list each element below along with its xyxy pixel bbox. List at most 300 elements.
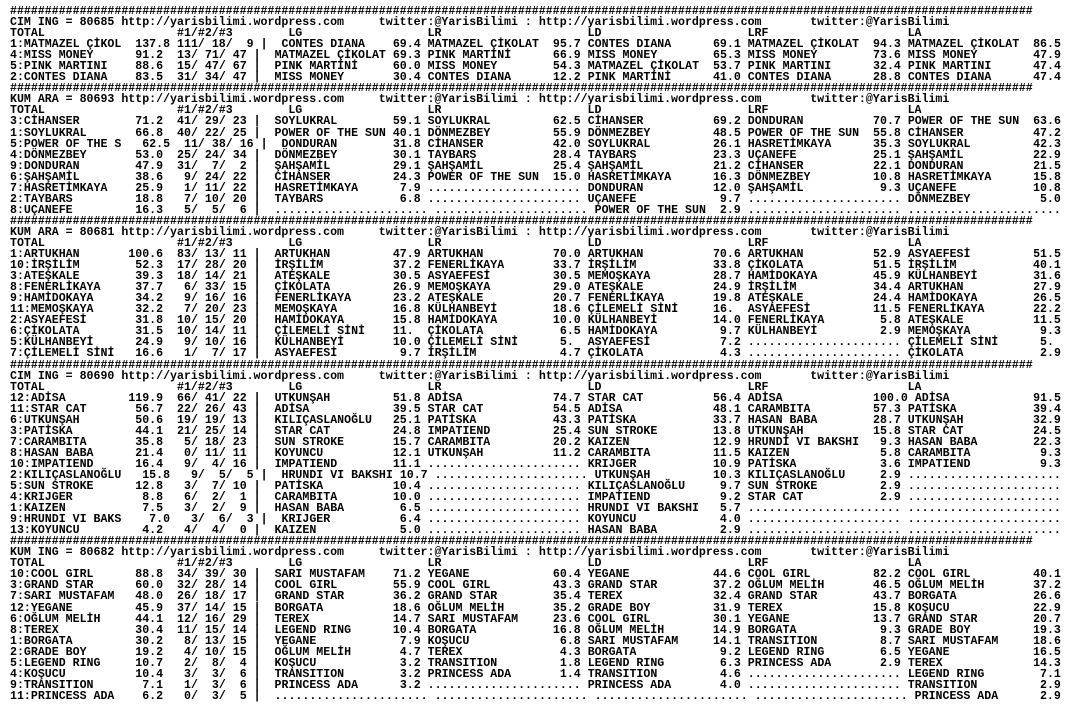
column-label-total: TOTAL	[10, 27, 45, 41]
total-score: 19.2	[135, 645, 164, 659]
horse-name: 7:HASRETİMKAYA	[10, 181, 108, 195]
split-lr-value: 43.3	[552, 579, 581, 593]
column-label-ld: LD	[587, 236, 602, 250]
split-lg-name: COOL GIRL	[274, 579, 338, 593]
split-la-value: 2.9	[1040, 347, 1061, 361]
column-label-lg: LG	[288, 104, 303, 118]
split-lr-value: 35.2	[552, 601, 581, 615]
total-score: 52.3	[135, 259, 164, 273]
column-label-lr: LR	[427, 380, 442, 394]
place-count: 47	[232, 71, 247, 85]
split-la-name: ARTUKHAN	[907, 281, 964, 295]
place-count: 40	[177, 126, 191, 140]
split-lrf-name: ADİSA	[747, 391, 783, 405]
split-lg-name: STAR CAT	[274, 424, 331, 438]
total-score: 56.7	[135, 402, 164, 416]
split-lrf-empty: ......................	[747, 336, 901, 350]
place-count: 11	[184, 137, 198, 151]
split-lg-name: KOŞUCU	[274, 656, 317, 670]
split-lg-name: TEREX	[274, 612, 310, 626]
table-row: 2:KILIÇASLANOĞLU 15.8 9/ 5/ 5 | HRUNDI VI BAKSHI 10.7 ...................... UTKUNŞAH 10.3 KILIÇASLANOĞLU 2.9 ......................	[10, 468, 1061, 482]
split-lg-name: MISS MONEY	[274, 71, 345, 85]
horse-name: 8:TEREX	[10, 623, 59, 637]
split-lr-name: ÇİKOLATA	[427, 325, 484, 339]
split-la-name: ADİSA	[914, 391, 950, 405]
column-divider: |	[253, 148, 261, 162]
twitter-handle: twitter:@YarisBilimi	[378, 93, 518, 107]
table-row: 2:CONTES DIANA 83.5 31/ 34/ 47 | MISS MONEY 30.4 CONTES DIANA 12.2 PINK MARTİNİ 41.0 CONTES DIANA 28.8 CONTES DIANA 47.4	[10, 71, 1061, 85]
horse-name: 4:KOŞUCU	[10, 667, 66, 681]
split-lrf-empty: ......................	[747, 524, 901, 538]
column-divider: |	[253, 601, 261, 615]
split-la-name: ATEŞKALE	[907, 314, 964, 328]
place-count: 5	[246, 468, 254, 482]
split-lr-name: ÇİLEMELİ SİNİ	[427, 336, 519, 350]
split-lg-value: 39.5	[392, 402, 421, 416]
table-row: 6:OĞLUM MELİH 44.1 12/ 16/ 29 | TEREX 14.7 SARI MUSTAFAM 23.6 COOL GIRL 30.1 YEGANE 13.7 GRAND STAR 20.7	[10, 612, 1061, 626]
split-lg-name: KRIJGER	[281, 513, 331, 527]
split-lr-value: 1.8	[559, 656, 581, 670]
place-count: 19	[204, 413, 219, 427]
split-lg-value: 69.3	[392, 49, 421, 63]
split-ld-value: 16.	[712, 303, 734, 317]
split-la-name: IMPATIEND	[907, 457, 971, 471]
split-la-name: HAMİDOKAYA	[907, 292, 978, 306]
split-ld-value: 28.7	[712, 270, 741, 284]
split-lg-value: 7.9	[399, 634, 421, 648]
split-lrf-value: 73.6	[873, 49, 901, 63]
total-score: 62.5	[142, 137, 171, 151]
column-label-lr: LR	[427, 236, 442, 250]
place-count: 20	[232, 314, 247, 328]
split-lg-name: ATEŞKALE	[274, 270, 331, 284]
total-score: 44.1	[135, 424, 164, 438]
split-lrf-name: CONTES DIANA	[747, 71, 832, 85]
race-title: KUM ARA = 80693	[10, 93, 115, 107]
split-la-name: COOL GIRL	[907, 568, 971, 582]
split-la-name: ŞAHŞAMİL	[907, 148, 964, 162]
split-lg-name: KAIZEN	[274, 524, 317, 538]
split-la-value: 20.7	[1033, 612, 1061, 626]
separator-colon: :	[524, 369, 532, 383]
split-lr-value: 35.4	[552, 590, 581, 604]
split-la-value: 26.6	[1033, 590, 1061, 604]
split-la-name: MISS MONEY	[907, 49, 978, 63]
split-la-name: FENERLİKAYA	[907, 303, 985, 317]
split-lrf-name: MISS MONEY	[747, 49, 818, 63]
split-la-value: 19.3	[1033, 623, 1061, 637]
separator: ###################################################################################################################################################	[10, 5, 1033, 18]
split-lg-name: ADİSA	[274, 402, 310, 416]
column-label-la: LA	[907, 380, 922, 394]
column-divider: |	[253, 568, 261, 582]
table-row: 3:CİHANSER 71.2 41/ 29/ 23 | SOYLUKRAL 59.1 SOYLUKRAL 62.5 CİHANSER 69.2 DONDURAN 70.7 POWER OF THE SUN 63.6	[10, 115, 1061, 129]
column-label-places: #1/#2/#3	[177, 104, 233, 118]
split-ld-name: TAYBARS	[587, 148, 637, 162]
twitter-handle: twitter:@YarisBilimi	[810, 93, 950, 107]
split-la-name: CONTES DIANA	[907, 71, 992, 85]
split-lg-value: 12.1	[392, 446, 421, 460]
split-lrf-value: 10.8	[873, 170, 901, 184]
split-ld-name: IMPATIEND	[587, 491, 651, 505]
split-lrf-name: ÇİKOLATA	[747, 259, 804, 273]
split-la-name: SARI MUSTAFAM	[907, 634, 999, 648]
split-ld-name: DÖNMEZBEY	[587, 126, 651, 140]
split-lrf-name: COOL GIRL	[747, 568, 811, 582]
split-la-value: 18.6	[1033, 634, 1061, 648]
place-count: 5	[239, 689, 247, 703]
split-lr-empty: ......................	[427, 678, 581, 692]
split-lrf-value: 9.3	[879, 435, 901, 449]
split-lg-value: 10.0	[392, 491, 421, 505]
split-lrf-value: 70.7	[873, 115, 901, 129]
table-row: 11:STAR CAT 56.7 22/ 26/ 43 | ADİSA 39.5 STAR CAT 54.5 ADİSA 48.1 CARAMBITA 57.3 PATİSKA 39.4	[10, 402, 1061, 416]
split-lr-empty: ......................	[427, 502, 581, 516]
place-count: 6	[218, 513, 226, 527]
split-la-name: GRAND STAR	[907, 612, 978, 626]
split-lg-value: 69.4	[392, 38, 421, 52]
place-count: 1	[239, 491, 247, 505]
split-la-value: 31.6	[1033, 270, 1061, 284]
split-lg-name: FENERLİKAYA	[274, 292, 352, 306]
split-lg-name: POWER OF THE SUN	[274, 126, 386, 140]
split-lg-value: 5.0	[399, 524, 421, 538]
site-url: http://yarisbilimi.wordpress.com	[121, 93, 344, 107]
split-lrf-name: FENERLİKAYA	[747, 314, 825, 328]
place-count: 3	[184, 480, 191, 494]
split-ld-value: 5.7	[719, 502, 741, 516]
split-lrf-empty: ......................	[754, 689, 908, 703]
total-score: 50.6	[135, 413, 164, 427]
total-score: 4.2	[142, 524, 164, 538]
split-lg-name: ÇİKOLATA	[274, 281, 331, 295]
table-row: 4:KRIJGER 8.8 6/ 2/ 1 | CARAMBITA 10.0 ...................... IMPATIEND 9.2 STAR CAT 2.9 ......................	[10, 491, 1061, 505]
table-row: 2:TAYBARS 18.8 7/ 10/ 20 | TAYBARS 6.8 ...................... UÇANEFE 9.7 ...................... DÖNMEZBEY 5.0	[10, 192, 1061, 206]
split-lr-name: FENERLİKAYA	[427, 259, 505, 273]
table-row: 8:FENERLİKAYA 37.7 6/ 33/ 15 | ÇİKOLATA 26.9 MEMOŞKAYA 29.0 ATEŞKALE 24.9 İRŞİLİM 34.4 ARTUKHAN 27.9	[10, 281, 1061, 295]
horse-name: 9:HRUNDI VI BAKS	[10, 513, 122, 527]
split-lrf-name: CARAMBITA	[747, 402, 811, 416]
place-count: 11	[204, 181, 219, 195]
split-lr-value: 20.7	[552, 292, 581, 306]
split-lrf-name: UTKUNŞAH	[747, 424, 804, 438]
place-count: 9	[190, 468, 198, 482]
horse-name: 11:MEMOŞKAYA	[10, 303, 94, 317]
split-lrf-name: HAMİDOKAYA	[747, 270, 818, 284]
horse-name: 13:KOYUNCU	[10, 524, 80, 538]
split-lg-name: HRUNDI VI BAKSHI	[281, 468, 393, 482]
place-count: 22	[232, 391, 247, 405]
split-lg-name: YEGANE	[274, 634, 317, 648]
split-la-value: 16.5	[1033, 645, 1061, 659]
split-lr-name: ŞAHŞAMİL	[427, 159, 484, 173]
split-lrf-value: 24.4	[873, 292, 901, 306]
split-la-value: 5.0	[1039, 192, 1061, 206]
split-la-name: ÇİKOLATA	[907, 347, 964, 361]
split-ld-name: KAIZEN	[587, 435, 630, 449]
split-lr-value: 60.4	[552, 568, 581, 582]
place-count: 24	[204, 170, 219, 184]
split-lr-name: POWER OF THE SUN	[427, 170, 539, 184]
horse-name: 10:IMPATIEND	[10, 457, 94, 471]
table-row: 10:COOL GIRL 88.8 34/ 39/ 30 | SARI MUSTAFAM 71.2 YEGANE 60.4 YEGANE 44.6 COOL GIRL 82.2 COOL GIRL 40.1	[10, 568, 1061, 582]
place-count: 10	[177, 325, 191, 339]
twitter-handle: twitter:@YarisBilimi	[810, 16, 950, 30]
place-count: 41	[177, 115, 191, 129]
horse-name: 1:ARTUKHAN	[10, 248, 80, 262]
total-score: 7.1	[142, 678, 164, 692]
column-divider: |	[253, 656, 261, 670]
place-count: 10	[177, 314, 191, 328]
place-count: 29	[204, 115, 219, 129]
table-row: 4:KOŞUCU 10.4 3/ 3/ 6 | TRANSITION 3.2 PRINCESS ADA 1.4 TRANSITION 4.6 ...................... LEGEND RING 7.1	[10, 667, 1061, 681]
column-divider: |	[253, 303, 261, 317]
split-lg-name: OĞLUM MELİH	[274, 645, 352, 659]
column-divider: |	[253, 457, 261, 471]
split-la-name: UÇANEFE	[907, 181, 957, 195]
split-ld-name: ÇİLEMELİ SİNİ	[587, 303, 679, 317]
place-count: 2	[211, 502, 219, 516]
place-count: 4	[183, 524, 191, 538]
column-divider: |	[253, 71, 261, 85]
table-row: 12:YEGANE 45.9 37/ 14/ 15 | BORGATA 18.6 OĞLUM MELİH 35.2 GRADE BOY 31.9 TEREX 15.8 KOŞUCU 22.9	[10, 601, 1061, 615]
total-score: 8.8	[142, 491, 164, 505]
split-lr-empty: ......................	[427, 181, 581, 195]
table-row: 5:POWER OF THE S 62.5 11/ 38/ 16 | DONDURAN 31.8 CİHANSER 42.0 SOYLUKRAL 26.1 HASRETİMKAYA 35.3 SOYLUKRAL 42.3	[10, 137, 1061, 151]
place-count: 33	[204, 281, 219, 295]
split-la-name: UTKUNŞAH	[907, 413, 964, 427]
place-count: 21	[177, 424, 191, 438]
split-lrf-value: 52.9	[873, 248, 901, 262]
split-ld-value: 69.2	[712, 115, 741, 129]
split-la-empty: ......................	[907, 513, 1061, 527]
place-count: 18	[177, 270, 191, 284]
place-count: 0	[183, 689, 191, 703]
place-count: 7	[211, 480, 219, 494]
split-lrf-value: 13.7	[873, 612, 901, 626]
split-ld-value: 9.7	[719, 325, 741, 339]
split-lg-value: 59.1	[392, 115, 421, 129]
split-lr-name: SARI MUSTAFAM	[427, 612, 519, 626]
split-lr-name: BORGATA	[427, 623, 477, 637]
split-lrf-name: STAR CAT	[747, 491, 804, 505]
split-lr-name: KÜLHANBEYİ	[427, 303, 498, 317]
split-la-value: 2.9	[1039, 689, 1061, 703]
place-count: 28	[204, 579, 219, 593]
table-row: 6:UTKUNŞAH 50.6 19/ 19/ 13 | KILIÇASLANOĞLU 25.1 PATİSKA 43.3 PATİSKA 33.7 HASAN BABA 28.7 UTKUNŞAH 32.9	[10, 413, 1061, 427]
split-la-name: DONDURAN	[907, 159, 964, 173]
split-la-name: DÖNMEZBEY	[907, 192, 971, 206]
table-row: 13:KOYUNCU 4.2 4/ 4/ 0 | KAIZEN 5.0 ...................... HASAN BABA 2.9 ...................... ......................	[10, 524, 1061, 538]
separator-colon: :	[524, 225, 532, 239]
split-lg-name: CONTES DIANA	[281, 38, 365, 52]
split-lg-value: 4.7	[399, 645, 421, 659]
split-lg-name: UTKUNŞAH	[274, 391, 331, 405]
split-lrf-name: BORGATA	[747, 623, 797, 637]
split-la-value: 47.2	[1033, 126, 1061, 140]
split-lrf-value: 34.4	[873, 281, 901, 295]
total-score: 91.2	[135, 49, 164, 63]
split-lr-name: TRANSITION	[427, 656, 498, 670]
split-lg-name: TRANSITION	[274, 667, 345, 681]
split-lrf-name: POWER OF THE SUN	[747, 126, 860, 140]
column-label-la: LA	[907, 236, 922, 250]
split-lrf-name: MATMAZEL ÇİKOLAT	[747, 38, 860, 52]
split-lr-value: 4.7	[559, 347, 581, 361]
place-count: 11	[177, 623, 191, 637]
total-score: 44.1	[135, 612, 164, 626]
split-lr-value: 5.	[559, 336, 574, 350]
total-score: 66.8	[135, 126, 164, 140]
split-lrf-value: 2.9	[879, 656, 901, 670]
column-label-lrf: LRF	[747, 104, 769, 118]
horse-name: 3:ATEŞKALE	[10, 270, 80, 284]
place-count: 15	[177, 60, 191, 74]
split-lg-value: 7.9	[399, 181, 421, 195]
split-lg-value: 55.9	[392, 579, 421, 593]
total-score: 16.4	[135, 457, 164, 471]
split-la-value: 22.3	[1033, 435, 1061, 449]
column-divider: |	[253, 192, 261, 206]
column-divider: |	[253, 623, 261, 637]
table-row: 8:TEREX 30.4 11/ 15/ 14 | LEGEND RING 10.4 BORGATA 16.8 OĞLUM MELİH 14.9 BORGATA 9.3 GRADE BOY 19.3	[10, 623, 1061, 637]
place-count: 0	[239, 524, 247, 538]
split-lrf-empty: ......................	[747, 502, 901, 516]
split-lr-value: 16.8	[552, 623, 581, 637]
site-url: http://yarisbilimi.wordpress.com	[121, 16, 344, 30]
place-count: 3	[211, 667, 219, 681]
split-lg-value: 11.1	[392, 457, 421, 471]
split-lg-name: DÖNMEZBEY	[274, 148, 338, 162]
horse-name: 2:GRADE BOY	[10, 645, 87, 659]
place-count: 16	[232, 336, 247, 350]
total-score: 7.0	[149, 513, 171, 527]
split-lrf-value: 35.3	[873, 137, 901, 151]
column-label-lrf: LRF	[747, 236, 769, 250]
place-count: 17	[232, 590, 247, 604]
place-count: 6	[239, 678, 247, 692]
split-lrf-value: 57.3	[873, 402, 901, 416]
split-lg-name: İRŞİLİM	[274, 259, 324, 273]
split-lr-value: 23.6	[552, 612, 581, 626]
place-count: 1	[183, 678, 191, 692]
split-lr-value: 11.2	[552, 446, 581, 460]
column-label-la: LA	[907, 27, 922, 41]
split-lr-value: 33.7	[552, 259, 581, 273]
split-la-name: TEREX	[907, 656, 943, 670]
split-lrf-name: İRŞİLİM	[747, 281, 797, 295]
split-lr-empty: ......................	[427, 513, 581, 527]
split-ld-value: 12.9	[712, 435, 741, 449]
place-count: 32	[177, 579, 191, 593]
split-lr-name: MATMAZEL ÇİKOLAT	[427, 38, 539, 52]
split-ld-name: SARI MUSTAFAM	[587, 634, 679, 648]
split-ld-name: CİHANSER	[587, 115, 644, 129]
split-ld-name: TRANSITION	[587, 667, 658, 681]
split-lr-name: PINK MARTİNİ	[427, 49, 512, 63]
split-ld-value: 53.7	[712, 60, 741, 74]
split-ld-name: ASYAEFESİ	[587, 336, 651, 350]
split-lg-value: 30.5	[392, 270, 421, 284]
split-lr-name: PATİSKA	[427, 413, 477, 427]
split-ld-name: HASRETİMKAYA	[587, 170, 672, 184]
split-lr-name: ATEŞKALE	[427, 292, 484, 306]
place-count: 11	[232, 248, 247, 262]
split-lrf-value: 22.1	[873, 159, 901, 173]
place-count: 37	[177, 601, 191, 615]
place-count: 6	[239, 203, 247, 217]
column-divider: |	[253, 634, 261, 648]
split-lg-value: 30.4	[392, 71, 421, 85]
split-ld-name: BORGATA	[587, 645, 637, 659]
table-row: 11:PRINCESS ADA 6.2 0/ 3/ 5 | ...................... ...................... ...................... ...................... PRINCESS ADA 2.9	[10, 689, 1061, 703]
place-count: 15	[204, 314, 219, 328]
split-la-empty: ......................	[907, 491, 1061, 505]
place-count: 2	[239, 159, 247, 173]
table-row: 6:ŞAHŞAMİL 38.6 9/ 24/ 22 | CİHANSER 24.3 POWER OF THE SUN 15.0 HASRETİMKAYA 16.3 DÖNMEZBEY 10.8 HASRETİMKAYA 15.8	[10, 170, 1061, 184]
split-ld-value: 70.6	[712, 248, 741, 262]
split-lr-value: 1.4	[559, 667, 581, 681]
place-count: 16	[239, 137, 254, 151]
split-lrf-value: 28.8	[873, 71, 901, 85]
split-lrf-value: 3.6	[879, 457, 901, 471]
horse-name: 8:FENERLİKAYA	[10, 281, 101, 295]
column-label-lrf: LRF	[747, 380, 769, 394]
place-count: 30	[232, 568, 247, 582]
split-lr-name: IMPATIEND	[427, 424, 491, 438]
place-count: 25	[204, 424, 219, 438]
horse-name: 1:KAIZEN	[10, 502, 66, 516]
place-count: 25	[232, 126, 247, 140]
place-count: 3	[246, 513, 254, 527]
separator: ###################################################################################################################################################	[10, 82, 1033, 96]
total-score: 35.8	[135, 435, 164, 449]
twitter-handle: twitter:@YarisBilimi	[810, 369, 950, 383]
total-score: 10.4	[135, 667, 164, 681]
place-count: 18	[204, 590, 219, 604]
split-lg-value: 10.0	[392, 336, 421, 350]
split-lg-value: 10.4	[392, 480, 421, 494]
table-row: 12:ADİSA 119.9 66/ 41/ 22 | UTKUNŞAH 51.8 ADİSA 74.7 STAR CAT 56.4 ADİSA 100.0 ADİSA 91.5	[10, 391, 1061, 405]
place-count: 4	[183, 645, 191, 659]
split-lrf-value: 2.9	[879, 480, 901, 494]
place-count: 16	[232, 457, 247, 471]
column-divider: |	[253, 435, 261, 449]
place-count: 0	[184, 446, 191, 460]
twitter-handle: twitter:@YarisBilimi	[810, 225, 950, 239]
column-divider: |	[253, 502, 261, 516]
place-count: 4	[211, 457, 219, 471]
horse-name: 12:YEGANE	[10, 601, 73, 615]
total-score: 71.2	[135, 115, 164, 129]
twitter-handle: twitter:@YarisBilimi	[378, 369, 518, 383]
split-lr-empty: ......................	[427, 524, 581, 538]
split-la-name: GRADE BOY	[907, 623, 971, 637]
split-lr-name: ARTUKHAN	[427, 248, 484, 262]
split-la-value: 24.5	[1033, 424, 1061, 438]
split-lg-value: 10.4	[392, 623, 421, 637]
table-row: 1:SOYLUKRAL 66.8 40/ 22/ 25 | POWER OF THE SUN 40.1 DÖNMEZBEY 55.9 DÖNMEZBEY 48.5 POWER OF THE SUN 55.8 CİHANSER 47.2	[10, 126, 1061, 140]
place-count: 47	[232, 49, 247, 63]
split-ld-value: 44.6	[712, 568, 741, 582]
table-row: 4:MISS MONEY 91.2 13/ 71/ 47 | MATMAZEL ÇİKOLAT 69.3 PINK MARTİNİ 66.9 MISS MONEY 65.3 MISS MONEY 73.6 MISS MONEY 47.9	[10, 49, 1061, 63]
place-count: 7	[184, 303, 191, 317]
split-la-value: 27.9	[1033, 281, 1061, 295]
column-divider: |	[253, 402, 261, 416]
split-ld-value: 56.4	[712, 391, 741, 405]
horse-name: 3:PATİSKA	[10, 424, 73, 438]
split-la-empty: ......................	[907, 468, 1061, 482]
